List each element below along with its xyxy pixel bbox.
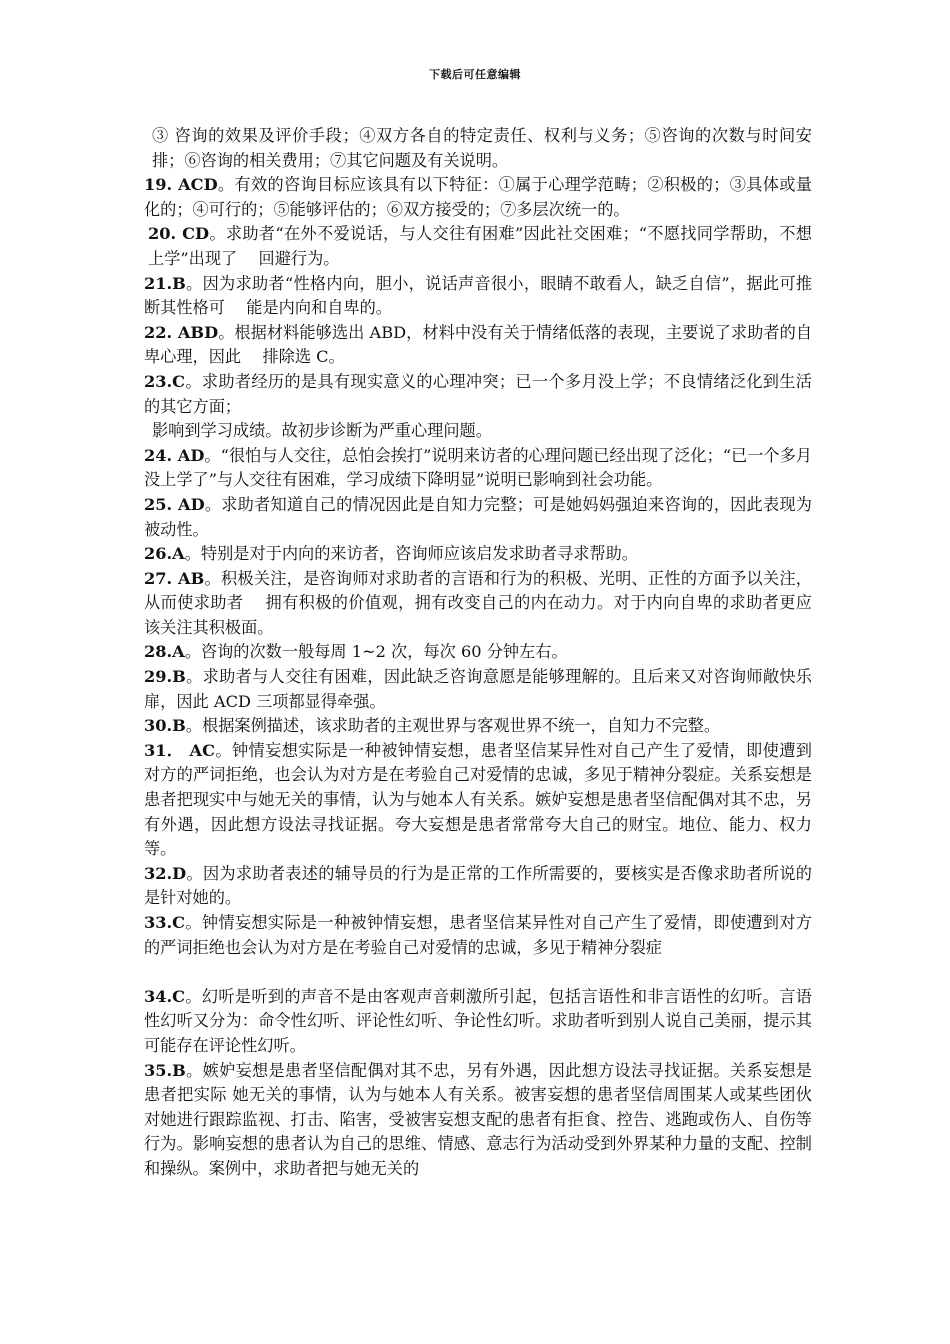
- answer-item-20: [144, 222, 812, 271]
- answer-text: 。“很怕与人交往，总怕会挨打”说明来访者的心理问题已经出现了泛化；“已一个多月没上学了”与人交往有困难，学习成绩下降明显”说明已影响到社会功能。: [144, 445, 812, 490]
- answer-number: 30.B: [144, 716, 186, 736]
- answer-number: 21.B: [144, 273, 186, 293]
- answer-item-23: [144, 370, 812, 419]
- answer-item-33: [144, 911, 812, 960]
- answer-text: 。幻听是听到的声音不是由客观声音刺激所引起，包括言语性和非言语性的幻听。言语性幻听又分为：命令性幻听、评论性幻听、争论性幻听。求助者听到别人说自己美丽，提示其可能存在评论性幻听。: [144, 986, 812, 1055]
- answer-number: 26.A: [144, 544, 185, 564]
- answer-item-26: [144, 542, 812, 567]
- answer-text: 。有效的咨询目标应该具有以下特征：①属于心理学范畴；②积极的；③具体或量化的；④可行的；⑤能够评估的；⑥双方接受的；⑦多层次统一的。: [144, 175, 813, 219]
- answer-item-22: [144, 321, 812, 370]
- page-header: 下载后可任意编辑: [429, 68, 521, 81]
- answer-number: 24. AD: [144, 445, 205, 465]
- answer-item-24: [144, 444, 812, 493]
- answer-item-29: [144, 665, 812, 714]
- answer-text: 。咨询的次数一般每周 1~2 次，每次 60 分钟左右。: [184, 642, 568, 662]
- answer-item-27: [144, 567, 812, 641]
- answer-text: 。根据材料能够选出 ABD，材料中没有关于情绪低落的表现，主要说了求助者的自卑心理，因此 排除选 C。: [144, 322, 813, 367]
- answer-number: 27. AB: [144, 568, 205, 588]
- answer-number: 29.B: [144, 667, 186, 687]
- answer-text: 。求助者知道自己的情况因此是自知力完整；可是她妈妈强迫来咨询的，因此表现为被动性。: [144, 494, 812, 539]
- answer-text: 。求助者“在外不爱说话，与人交往有困难”因此社交困难；“不愿找同学帮助，不想上学”出现了 回避行为。: [148, 224, 812, 268]
- answer-item-25: [144, 493, 812, 542]
- answer-text: 。特别是对于内向的来访者，咨询师应该启发求助者寻求帮助。: [184, 544, 638, 564]
- answer-item-30: [144, 714, 812, 739]
- answer-item-35: [144, 1059, 812, 1182]
- answer-number: 33.C: [144, 913, 186, 932]
- answer-number: 32.D: [144, 863, 187, 883]
- answer-text: 。求助者与人交往有困难，因此缺乏咨询意愿是能够理解的。且后来又对咨询师敞快乐扉，因此 ACD 三项都显得牵强。: [144, 667, 812, 711]
- answer-text: 。积极关注，是咨询师对求助者的言语和行为的积极、光明、正性的方面予以关注，从而使求助者 拥有积极的价值观，拥有改变自己的内在动力。对于内向自卑的求助者更应该关注其积极面。: [144, 568, 812, 637]
- answer-item-21: [144, 272, 812, 321]
- answer-number: 23.C: [144, 371, 186, 391]
- answer-text: 。因为求助者“性格内向，胆小，说话声音很小，眼睛不敢看人，缺乏自信”，据此可推断其性格可 能是内向和自卑的。: [144, 273, 812, 318]
- answer-text: 。嫉妒妄想是患者坚信配偶对其不忠，另有外遇，因此想方设法寻找证据。关系妄想是患者把实际 她无关的事情，认为与她本人有关系。被害妄想的患者坚信周围某人或某些团伙对她进行跟踪监视、打击、陷害，受被害妄想支配的患者有拒食、控告、逃跑或伤人、自伤等行为。影响妄想的患者认为自己的思维、情感、意志行为活动受到外界某种力量的支配、控制和操纵。案例中，求助者把与她无关的: [144, 1060, 812, 1178]
- answer-text: 。钟情妄想实际是一种被钟情妄想，患者坚信某异性对自己产生了爱情，即使遭到对方的严词拒绝也会认为对方是在考验自己对爱情的忠诚，多见于精神分裂症: [144, 913, 812, 957]
- answer-number: 34.C: [144, 986, 186, 1006]
- paragraph-text: ③ 咨询的效果及评价手段；④双方各自的特定责任、权利与义务；⑤咨询的次数与时间安排；⑥咨询的相关费用；⑦其它问题及有关说明。: [152, 126, 812, 170]
- answer-number: 28.A: [144, 642, 185, 662]
- answer-text: 。根据案例描述，该求助者的主观世界与客观世界不统一，自知力不完整。: [185, 716, 721, 736]
- answer-item-31: [144, 739, 812, 862]
- answer-text: 影响到学习成绩。故初步诊断为严重心理问题。: [152, 421, 492, 441]
- answer-item-34: [144, 985, 812, 1059]
- blank-line: [144, 960, 812, 985]
- answer-number: 19. ACD: [144, 175, 218, 195]
- document-body: [144, 124, 812, 1182]
- answer-number: 31． AC: [144, 740, 215, 760]
- answer-text: 。因为求助者表述的辅导员的行为是正常的工作所需要的，要核实是否像求助者所说的是针对她的。: [144, 863, 812, 908]
- answer-item-23-continuation: [144, 419, 812, 444]
- answer-item-32: [144, 862, 812, 911]
- answer-number: 20. CD: [148, 224, 210, 244]
- answer-number: 35.B: [144, 1060, 186, 1080]
- answer-number: 22. ABD: [144, 322, 219, 342]
- answer-item-19: [144, 173, 812, 222]
- answer-text: 。求助者经历的是具有现实意义的心理冲突；已一个多月没上学；不良情绪泛化到生活的其它方面；: [144, 371, 812, 416]
- answer-text: 。钟情妄想实际是一种被钟情妄想，患者坚信某异性对自己产生了爱情，即使遭到对方的严词拒绝，也会认为对方是在考验自己对爱情的忠诚，多见于精神分裂症。关系妄想是患者把现实中与她无关的事情，认为与她本人有关系。嫉妒妄想是患者坚信配偶对其不忠，另有外遇，因此想方设法寻找证据。夸大妄想是患者常常夸大自己的财宝。地位、能力、权力等。: [144, 740, 812, 859]
- paragraph-item-continuation: [144, 124, 812, 173]
- answer-item-28: [144, 640, 812, 665]
- answer-number: 25. AD: [144, 494, 205, 514]
